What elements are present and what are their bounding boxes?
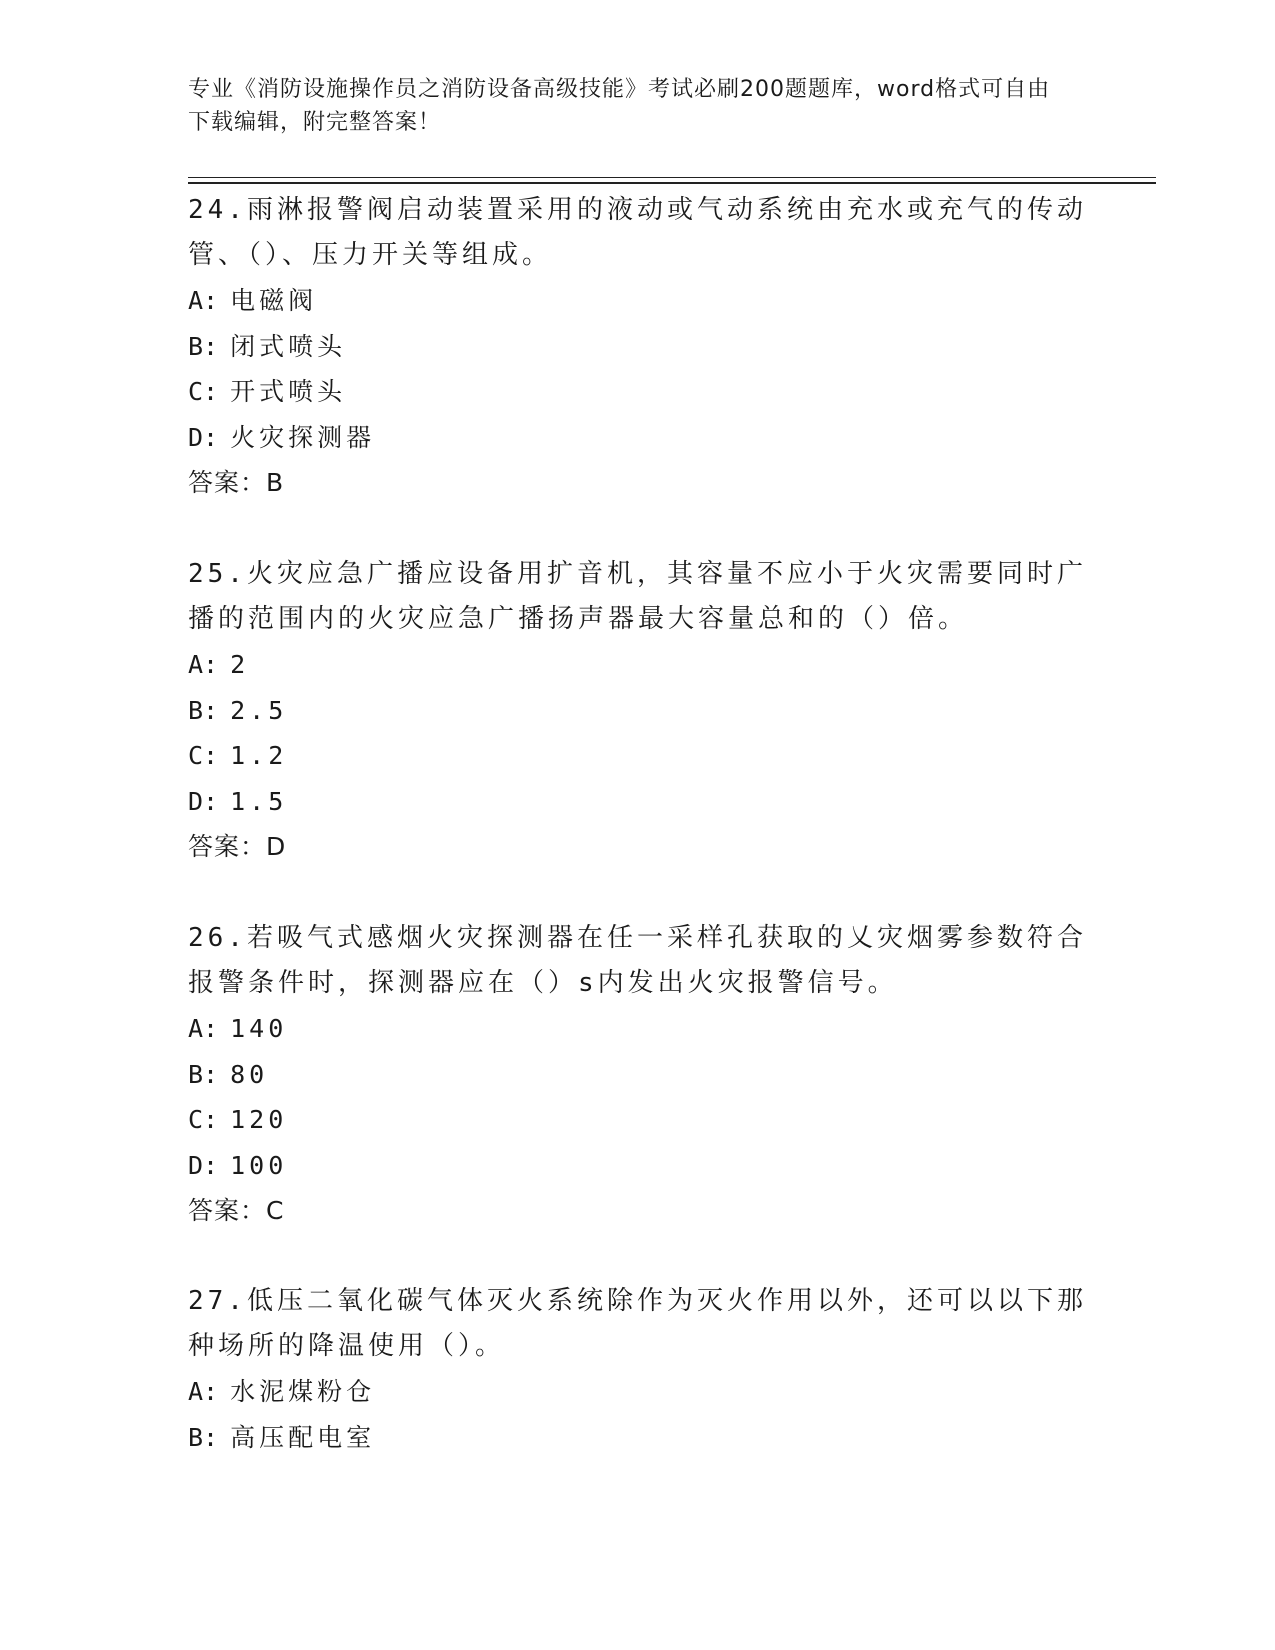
header-divider-thin [188, 177, 1156, 178]
option-c [188, 369, 1088, 415]
option-key: D: [188, 786, 219, 816]
option-key: A: [188, 1377, 219, 1406]
option-d [188, 1143, 1088, 1189]
option-text: 高压配电室 [230, 1422, 376, 1452]
question-stem: 25.火灾应急广播应设备用扩音机，其容量不应小于火灾需要同时广播的范围内的火灾应急广播扬声器最大容量总和的（）倍。 [188, 559, 1087, 634]
option-d [188, 415, 1088, 461]
option-key: C: [188, 741, 219, 770]
option-b [188, 324, 1088, 370]
question-26 [188, 916, 1088, 1234]
question-25 [188, 552, 1088, 870]
option-text: 1.2 [230, 741, 288, 770]
option-text: 2.5 [230, 695, 288, 725]
option-key: D: [188, 422, 219, 452]
option-key: A: [188, 1014, 219, 1043]
option-key: B: [188, 331, 219, 361]
option-text: 水泥煤粉仓 [230, 1377, 376, 1406]
document-intro: 专业《消防设施操作员之消防设备高级技能》考试必刷200题题库，word格式可自由下载编辑，附完整答案！ [188, 77, 1051, 135]
option-key: B: [188, 1422, 219, 1452]
option-text: 2 [230, 650, 250, 679]
option-key: A: [188, 650, 219, 679]
question-27 [188, 1279, 1088, 1460]
option-key: C: [188, 377, 219, 406]
option-text: 140 [230, 1014, 288, 1043]
option-text: 闭式喷头 [230, 331, 347, 361]
option-a [188, 642, 1088, 688]
option-b [188, 1415, 1088, 1461]
question-stem: 24.雨淋报警阀启动装置采用的液动或气动系统由充水或充气的传动管、（）、压力开关等组成。 [188, 195, 1087, 270]
option-text: 电磁阀 [230, 286, 318, 315]
option-key: D: [188, 1150, 219, 1180]
option-a [188, 1369, 1088, 1415]
option-text: 100 [230, 1150, 288, 1180]
option-key: A: [188, 286, 219, 315]
option-b [188, 688, 1088, 734]
question-stem: 27.低压二氧化碳气体灭火系统除作为灭火作用以外，还可以以下那种场所的降温使用（）。 [188, 1286, 1087, 1361]
answer-line: 答案：C [188, 1196, 285, 1225]
option-c [188, 1097, 1088, 1143]
answer-line: 答案：B [188, 468, 285, 497]
option-d [188, 779, 1088, 825]
header-divider-thick [188, 182, 1156, 184]
option-key: B: [188, 695, 219, 725]
option-text: 开式喷头 [230, 377, 347, 406]
option-text: 80 [230, 1059, 269, 1089]
question-24 [188, 188, 1088, 506]
option-text: 1.5 [230, 786, 288, 816]
answer-line: 答案：D [188, 832, 287, 861]
option-key: B: [188, 1059, 219, 1089]
option-key: C: [188, 1105, 219, 1134]
question-stem: 26.若吸气式感烟火灾探测器在任一采样孔获取的乂灾烟雾参数符合报警条件时，探测器应在（）s内发出火灾报警信号。 [188, 923, 1087, 998]
option-text: 火灾探测器 [230, 422, 376, 452]
option-a [188, 1006, 1088, 1052]
option-a [188, 278, 1088, 324]
option-b [188, 1052, 1088, 1098]
option-text: 120 [230, 1105, 288, 1134]
option-c [188, 733, 1088, 779]
